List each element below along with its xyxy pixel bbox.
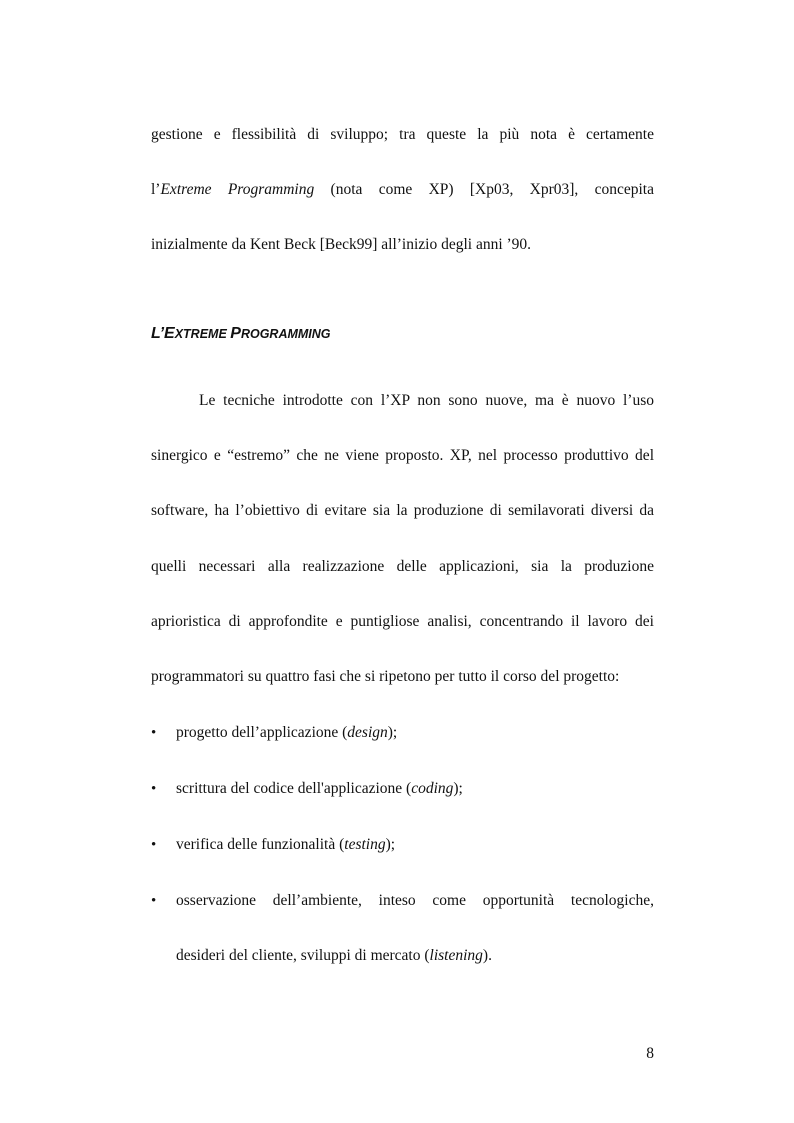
bullet-icon: • — [151, 781, 157, 797]
bullet-icon: • — [151, 725, 157, 741]
list-item-coding — [176, 779, 654, 799]
intro-line-2-post: (nota come XP) [Xp03, Xpr03], concepita — [314, 181, 654, 198]
intro-line-2-pre: l’ — [151, 181, 161, 198]
list-item-text: ); — [385, 836, 396, 853]
list-item-text: progetto dell’applicazione ( — [176, 724, 348, 741]
list-item-text: verifica delle funzionalità ( — [176, 836, 345, 853]
section-heading — [151, 324, 331, 344]
list-item-emphasis: coding — [411, 780, 454, 797]
page-number: 8 — [646, 1045, 654, 1062]
intro-line-2 — [151, 180, 654, 200]
paragraph-line-4: quelli necessari alla realizzazione delle applicazioni, sia la produzione — [151, 558, 654, 575]
paragraph-line-3: software, ha l’obiettivo di evitare sia la produzione di semilavorati diversi da — [151, 502, 654, 519]
paragraph-line-1: Le tecniche introdotte con l’XP non sono nuove, ma è nuovo l’uso — [199, 392, 654, 409]
list-item-testing — [176, 835, 654, 855]
heading-part-3: P — [230, 325, 241, 342]
list-item-text: ); — [387, 724, 398, 741]
list-item-text: ); — [453, 780, 463, 797]
paragraph-line-5: aprioristica di approfondite e puntigliose analisi, concentrando il lavoro dei — [151, 613, 654, 630]
list-item-text: desideri del cliente, sviluppi di mercato ( — [176, 947, 430, 964]
intro-line-2-emphasis: Extreme Programming — [160, 181, 315, 198]
heading-part-4: ROGRAMMING — [240, 327, 331, 341]
list-item-listening-line-2 — [176, 946, 654, 966]
list-item-emphasis: design — [347, 724, 388, 741]
list-item-text: ). — [482, 947, 492, 964]
heading-part-2: XTREME — [174, 327, 231, 341]
intro-line-1: gestione e flessibilità di sviluppo; tra queste la più nota è certamente — [151, 126, 654, 143]
paragraph-line-6: programmatori su quattro fasi che si ripetono per tutto il corso del progetto: — [151, 668, 620, 685]
list-item-listening-line-1: osservazione dell’ambiente, inteso come opportunità tecnologiche, — [176, 892, 654, 909]
list-item-emphasis: testing — [344, 836, 386, 853]
list-item-emphasis: listening — [429, 947, 483, 964]
bullet-icon: • — [151, 893, 157, 909]
bullet-icon: • — [151, 837, 157, 853]
intro-line-3: inizialmente da Kent Beck [Beck99] all’inizio degli anni ’90. — [151, 236, 532, 253]
heading-part-1: L’E — [151, 325, 175, 342]
list-item-text: scrittura del codice dell'applicazione ( — [176, 780, 412, 797]
list-item-design — [176, 723, 654, 743]
paragraph-line-2: sinergico e “estremo” che ne viene proposto. XP, nel processo produttivo del — [151, 447, 654, 464]
